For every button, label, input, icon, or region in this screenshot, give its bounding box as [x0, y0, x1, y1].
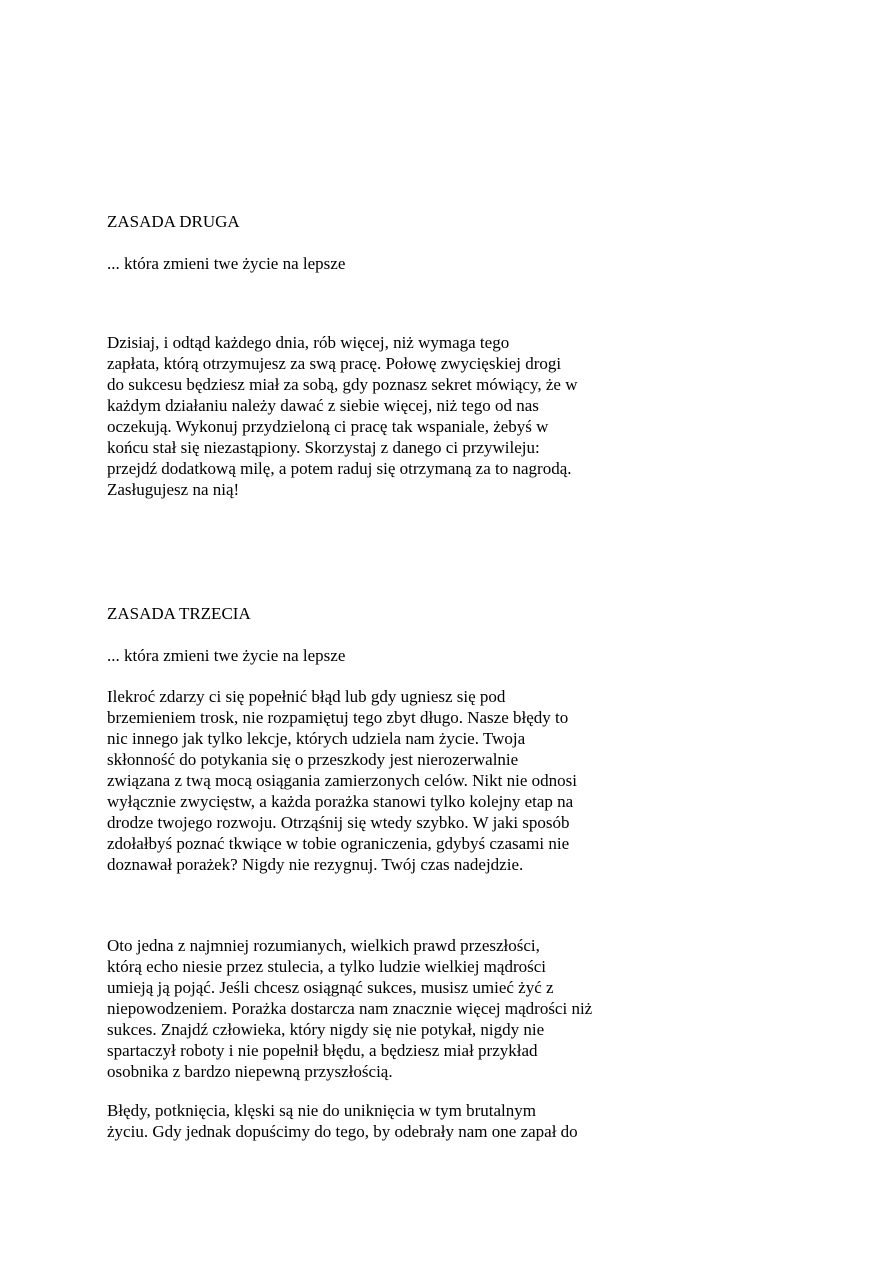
text-line: doznawał porażek? Nigdy nie rezygnuj. Twój czas nadejdzie. [107, 855, 524, 874]
text-line: skłonność do potykania się o przeszkody jest nierozerwalnie [107, 750, 519, 769]
section-3-paragraph-2 [107, 935, 592, 1082]
text-line: końcu stał się niezastąpiony. Skorzystaj z danego ci przywileju: [107, 438, 540, 457]
text-line: do sukcesu będziesz miał za sobą, gdy poznasz sekret mówiący, że w [107, 375, 578, 394]
section-2-subtitle: ... która zmieni twe życie na lepsze [107, 254, 346, 273]
section-3-heading: ZASADA TRZECIA [107, 604, 251, 623]
text-line: Błędy, potknięcia, klęski są nie do uniknięcia w tym brutalnym [107, 1101, 537, 1120]
text-line: sukces. Znajdź człowieka, który nigdy się nie potykał, nigdy nie [107, 1020, 545, 1039]
text-line: Ilekroć zdarzy ci się popełnić błąd lub gdy ugniesz się pod [107, 687, 506, 706]
text-line: związana z twą mocą osiągania zamierzonych celów. Nikt nie odnosi [107, 771, 577, 790]
section-3-paragraph-1 [107, 686, 577, 875]
text-line: przejdź dodatkową milę, a potem raduj się otrzymaną za to nagrodą. [107, 459, 572, 478]
text-line: życiu. Gdy jednak dopuścimy do tego, by odebrały nam one zapał do [107, 1122, 578, 1141]
section-3-paragraph-3 [107, 1100, 578, 1142]
text-line: zdołałbyś poznać tkwiące w tobie ograniczenia, gdybyś czasami nie [107, 834, 570, 853]
text-line: drodze twojego rozwoju. Otrząśnij się wtedy szybko. W jaki sposób [107, 813, 570, 832]
text-line: spartaczył roboty i nie popełnił błędu, a będziesz miał przykład [107, 1041, 538, 1060]
text-line: oczekują. Wykonuj przydzieloną ci pracę tak wspaniale, żebyś w [107, 417, 549, 436]
text-line: Dzisiaj, i odtąd każdego dnia, rób więcej, niż wymaga tego [107, 333, 510, 352]
text-line: Oto jedna z najmniej rozumianych, wielkich prawd przeszłości, [107, 936, 540, 955]
text-line: umieją ją pojąć. Jeśli chcesz osiągnąć sukces, musisz umieć żyć z [107, 978, 554, 997]
text-line: osobnika z bardzo niepewną przyszłością. [107, 1062, 393, 1081]
section-2-heading: ZASADA DRUGA [107, 212, 240, 231]
text-line: zapłata, którą otrzymujesz za swą pracę. Połowę zwycięskiej drogi [107, 354, 562, 373]
text-line: nic innego jak tylko lekcje, których udziela nam życie. Twoja [107, 729, 526, 748]
text-line: wyłącznie zwycięstw, a każda porażka stanowi tylko kolejny etap na [107, 792, 574, 811]
section-2-paragraph [107, 332, 577, 500]
text-line: Zasługujesz na nią! [107, 480, 240, 499]
text-line: niepowodzeniem. Porażka dostarcza nam znacznie więcej mądrości niż [107, 999, 593, 1018]
section-3-subtitle: ... która zmieni twe życie na lepsze [107, 646, 346, 665]
text-line: każdym działaniu należy dawać z siebie więcej, niż tego od nas [107, 396, 539, 415]
text-line: brzemieniem trosk, nie rozpamiętuj tego zbyt długo. Nasze błędy to [107, 708, 569, 727]
text-line: którą echo niesie przez stulecia, a tylko ludzie wielkiej mądrości [107, 957, 546, 976]
